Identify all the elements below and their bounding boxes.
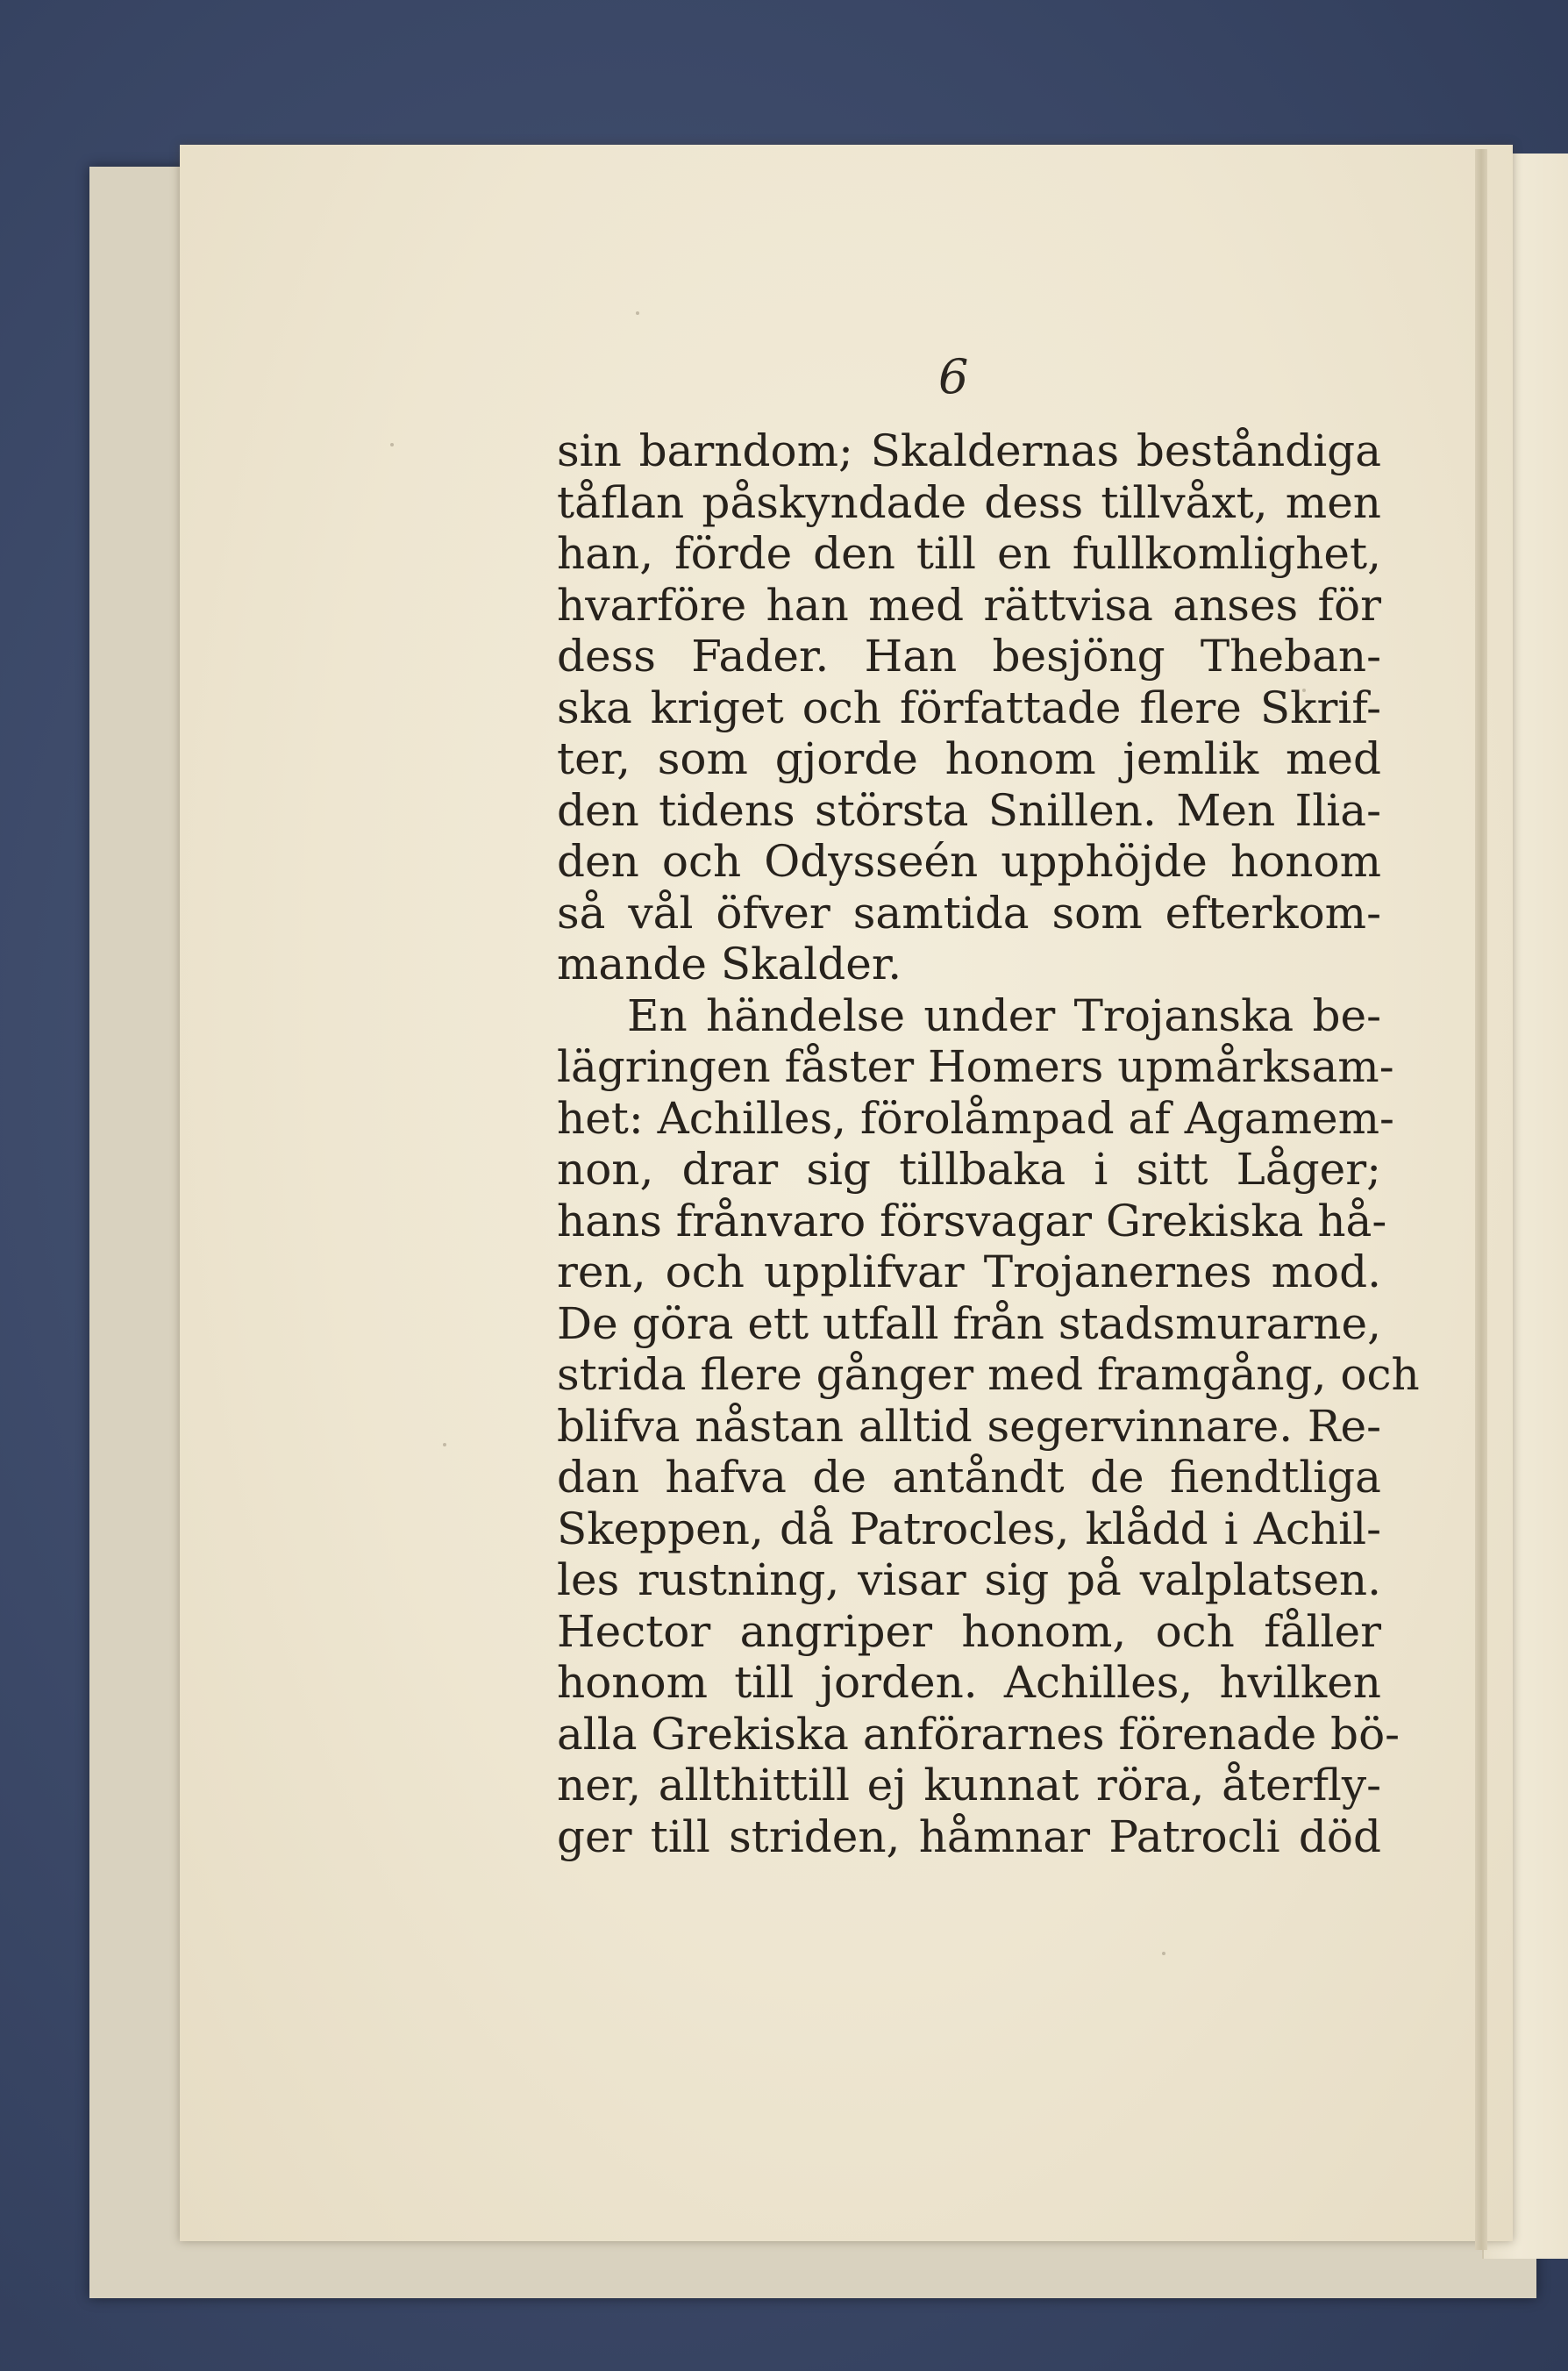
text-line: En händelse under Trojanska be- <box>627 989 1381 1041</box>
text-line: mande Skalder. <box>557 939 902 989</box>
text-line: ren, och upplifvar Trojanernes mod. <box>557 1246 1381 1297</box>
paper-fleck <box>443 1443 446 1446</box>
text-line: sin barndom; Skaldernas beståndiga <box>557 425 1381 476</box>
text-line: den och Odysseén upphöjde honom <box>557 836 1381 887</box>
text-line: han, förde den till en fullkomlighet, <box>557 528 1381 579</box>
paper-fleck <box>1162 1952 1165 1955</box>
text-line: så vål öfver samtida som efterkom- <box>557 887 1381 939</box>
binding-gutter <box>1475 149 1487 2250</box>
text-line: Skeppen, då Patrocles, klådd i Achil- <box>557 1503 1381 1554</box>
text-line: non, drar sig tillbaka i sitt Låger; <box>557 1144 1381 1195</box>
text-line: De göra ett utfall från stadsmurarne, <box>557 1297 1381 1349</box>
text-line: dess Fader. Han besjöng Theban- <box>557 631 1381 682</box>
paper-fleck <box>390 443 394 446</box>
body-text <box>557 425 1420 1862</box>
text-line: Hector angriper honom, och fåller <box>557 1605 1381 1657</box>
text-line: het: Achilles, förolåmpad af Agamem- <box>557 1092 1394 1144</box>
text-line: blifva nåstan alltid segervinnare. Re- <box>557 1400 1381 1452</box>
text-line: les rustning, visar sig på valplatsen. <box>557 1554 1381 1605</box>
paper-fleck <box>636 311 639 315</box>
text-line: dan hafva de antåndt de fiendtliga <box>557 1452 1381 1503</box>
text-line: strida flere gånger med framgång, och <box>557 1349 1420 1400</box>
text-line: hvarföre han med rättvisa anses för <box>557 579 1381 631</box>
text-line: hans frånvaro försvagar Grekiska hå- <box>557 1195 1387 1246</box>
text-line: honom till jorden. Achilles, hvilken <box>557 1657 1381 1708</box>
text-line: alla Grekiska anförarnes förenade bö- <box>557 1708 1401 1760</box>
page-number: 6 <box>938 349 969 404</box>
text-line: ter, som gjorde honom jemlik med <box>557 733 1381 784</box>
text-line: den tidens största Snillen. Men Ilia- <box>557 784 1381 836</box>
text-line: ska kriget och författade flere Skrif- <box>557 682 1381 733</box>
text-line: ner, allthittill ej kunnat röra, återfly- <box>557 1760 1381 1810</box>
text-line: tåflan påskyndade dess tillvåxt, men <box>557 476 1381 528</box>
text-line: ger till striden, håmnar Patrocli död <box>557 1810 1381 1862</box>
text-line: lägringen fåster Homers upmårksam- <box>557 1041 1394 1092</box>
